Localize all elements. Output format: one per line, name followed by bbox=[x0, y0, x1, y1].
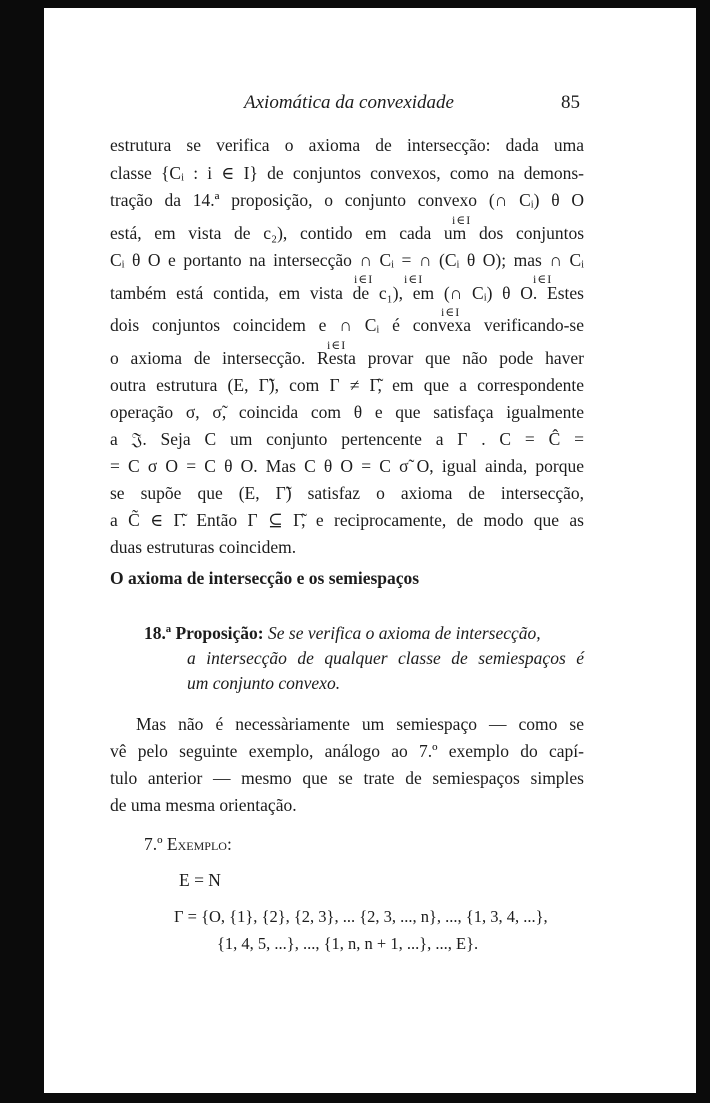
proposition-text-line: a intersecção de qualquer classe de semiespaços é bbox=[187, 648, 584, 668]
text-line: duas estruturas coincidem. bbox=[110, 537, 297, 557]
page-number: 85 bbox=[561, 92, 580, 113]
text-line: a 𝔍. Seja C um conjunto pertencente a Γ . C = Ĉ = bbox=[110, 429, 584, 449]
section-heading: O axioma de intersecção e os semiespaços bbox=[110, 568, 420, 588]
text-line: tração da 14.ª proposição, o conjunto convexo (∩ Cᵢ) θ O bbox=[110, 190, 584, 210]
text-line: = C σ O = C θ O. Mas C θ O = C σ̃ O, igual ainda, porque bbox=[110, 456, 584, 476]
index-subscript: i∈I bbox=[327, 338, 347, 352]
text-line: também está contida, em vista de c₁), em (∩ Cᵢ) θ O. Estes bbox=[110, 283, 584, 303]
index-subscript: i∈I bbox=[354, 272, 374, 286]
text-line: classe {Cᵢ : i ∈ I} de conjuntos convexos, como na demons- bbox=[110, 163, 584, 183]
text-line: outra estrutura (E, Γ̃), com Γ ≠ Γ̃, em que a correspondente bbox=[110, 375, 584, 395]
index-subscript: i∈I bbox=[441, 305, 461, 319]
index-subscript: i∈I bbox=[533, 272, 553, 286]
index-subscript: i∈I bbox=[404, 272, 424, 286]
text-line: a C̃ ∈ Γ̃. Então Γ ⊆ Γ̃, e reciprocamente, de modo que as bbox=[110, 510, 584, 530]
text-line: se supõe que (E, Γ̃) satisfaz o axioma de intersecção, bbox=[110, 483, 584, 503]
text-line: estrutura se verifica o axioma de intersecção: dada uma bbox=[110, 135, 584, 155]
text-line: Mas não é necessàriamente um semiespaço — como se bbox=[136, 714, 584, 734]
text-line: vê pelo seguinte exemplo, análogo ao 7.º exemplo do capí- bbox=[110, 741, 584, 761]
example-equation: Γ = {O, {1}, {2}, {2, 3}, ... {2, 3, ..., n}, ..., {1, 3, 4, ...}, bbox=[174, 907, 548, 926]
text-line: Cᵢ θ O e portanto na intersecção ∩ Cᵢ = ∩ (Cᵢ θ O); mas ∩ Cᵢ bbox=[110, 250, 584, 270]
index-subscript: i∈I bbox=[452, 213, 472, 227]
proposition-label: 18.ª Proposição: bbox=[144, 623, 264, 643]
text-line: dois conjuntos coincidem e ∩ Cᵢ é convexa verificando-se bbox=[110, 315, 584, 335]
example-title: 7.º Exemplo: bbox=[144, 834, 232, 854]
text-line: o axioma de intersecção. Resta provar que não pode haver bbox=[110, 348, 584, 368]
proposition-text-line: Se se verifica o axioma de intersecção, bbox=[268, 623, 541, 643]
proposition-text-line: um conjunto convexo. bbox=[187, 673, 341, 693]
example-equation: E = N bbox=[179, 870, 221, 890]
text-line: operação σ, σ̃, coincida com θ e que satisfaça igualmente bbox=[110, 402, 584, 422]
example-equation: {1, 4, 5, ...}, ..., {1, n, n + 1, ...}, ..., E}. bbox=[217, 934, 479, 953]
running-header-title: Axiomática da convexidade bbox=[244, 92, 454, 113]
text-line: de uma mesma orientação. bbox=[110, 795, 297, 815]
text-line: tulo anterior — mesmo que se trate de semiespaços simples bbox=[110, 768, 584, 788]
book-page bbox=[44, 8, 696, 1093]
text-line: está, em vista de c₂), contido em cada um dos conjuntos bbox=[110, 223, 584, 243]
